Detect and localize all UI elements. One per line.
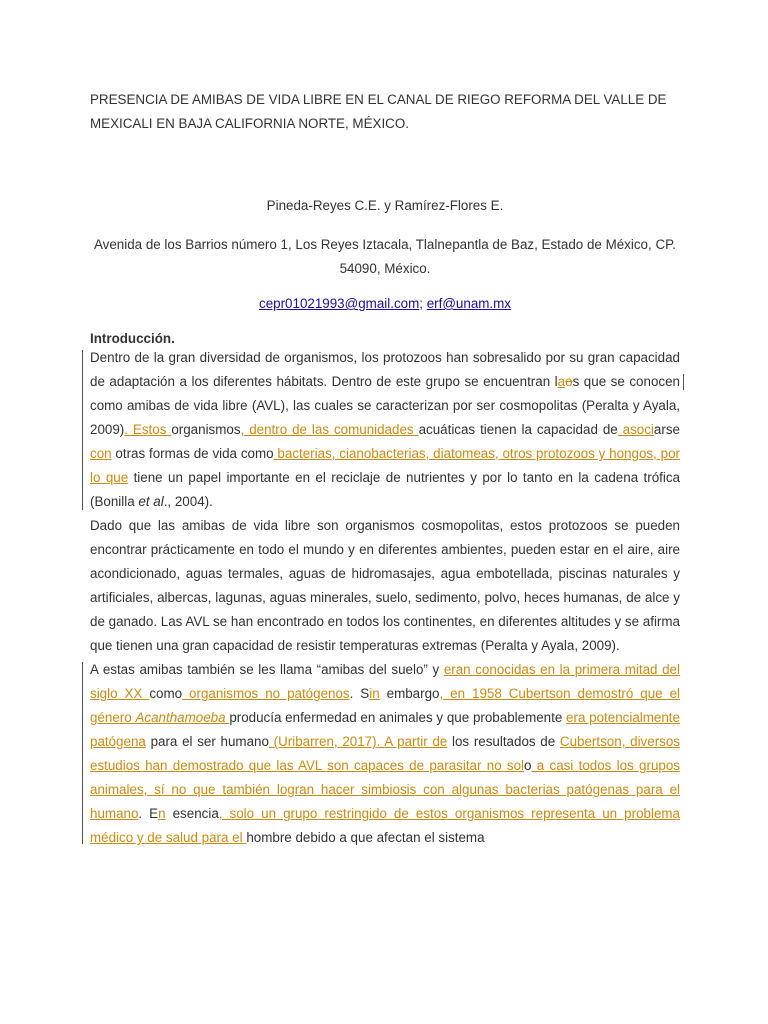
text-run: s que se conocen como amibas de vida libre (AVL), las cuales se caracterizan por ser cosmopolitas (Peralta y Ayala, 2009) [90, 374, 680, 437]
inserted-text: Cubertson, diversos estudios han demostrado que las AVL son capaces de parasitar no sol [90, 734, 680, 773]
text-run: como [149, 686, 183, 701]
authors: Pineda-Reyes C.E. y Ramírez-Flores E. [266, 198, 504, 213]
text-run: esencia [165, 806, 219, 821]
text-run: tiene un papel importante en el reciclaje de nutrientes y por lo tanto en la cadena trófica [128, 470, 681, 485]
text-run: acuáticas tienen la capacidad de [418, 422, 618, 437]
contact-emails [90, 296, 680, 311]
paragraph-2: Dado que las amibas de vida libre son organismos cosmopolitas, estos protozoos se pueden encontrar prácticamente en todo el mundo y en diferentes ambientes, pueden estar en el aire, aire acondicionado, aguas termales, aguas de hidromasajes, agua embotellada, piscinas naturales y artificiales, albercas, lagunas, aguas minerales, suelo, sedimento, polvo, heces humanas, de alce y de ganado. Las AVL se han encontrado en todos los continentes, en diferentes altitudes y se afirma que tienen una gran capacidad de resistir temperaturas extremas (Peralta y Ayala, 2009). [90, 518, 680, 653]
text-run: embargo [379, 686, 440, 701]
section-heading: Introducción. [90, 331, 175, 346]
inserted-text: n [158, 806, 166, 821]
inserted-text: a [557, 374, 566, 389]
text-run: otras formas de vida como [111, 446, 274, 461]
inserted-text: , en 1958 Cubertson demostró que el género [90, 686, 681, 725]
text-run: para el ser humano [145, 734, 269, 749]
inserted-text: eran conocidas en la primera mitad del siglo XX [90, 662, 680, 701]
inserted-text: , dentro de las comunidades [240, 422, 419, 437]
deleted-text: o [565, 374, 573, 389]
text-run: (Bonilla [90, 494, 139, 509]
text-run: . S [349, 686, 370, 701]
email-link-1[interactable]: cepr01021993@gmail.com [259, 296, 420, 311]
text-run: los resultados de [447, 734, 560, 749]
document-title: PRESENCIA DE AMIBAS DE VIDA LIBRE EN EL CANAL DE RIEGO REFORMA DEL VALLE DE MEXICALI EN BAJA CALIFORNIA NORTE, MÉXICO. [90, 92, 667, 131]
text-run: o [524, 758, 532, 773]
email-link-2[interactable]: erf@unam.mx [426, 296, 511, 311]
change-bar-right [683, 374, 684, 390]
inserted-text: (Uribarren, 2017). A partir de [268, 734, 448, 749]
inserted-text: con [90, 446, 112, 461]
inserted-text: a casi todos los grupos animales, sí no que también logran hacer simbiosis con algunas bacterias patógenas para el humano [90, 758, 680, 821]
text-run: producía enfermedad en animales y que probablemente [229, 710, 567, 725]
change-bar [82, 662, 83, 844]
inserted-italic-text: Acanthamoeba [135, 710, 226, 725]
text-run: Dentro de la gran diversidad de organismos, los protozoos han sobresalido por su gran capacidad de adaptación a los diferentes hábitats. Dentro de este grupo se encuentran l [90, 350, 680, 389]
text-run: organismos [171, 422, 241, 437]
text-run: A estas amibas también se les llama “amibas del suelo” y [90, 662, 444, 677]
inserted-text: era potencialmente patógena [90, 710, 680, 749]
paragraph-3 [90, 658, 680, 850]
text-run: arse [653, 422, 680, 437]
inserted-text: , solo un grupo restringido de estos organismos representa un problema médico y de salud para el [90, 806, 680, 845]
inserted-text: in [369, 686, 380, 701]
paragraph-1 [90, 346, 680, 514]
document-page [90, 88, 680, 850]
italic-text: et al [138, 494, 164, 509]
inserted-text: asoci [617, 422, 654, 437]
inserted-text: . Estos [124, 422, 172, 437]
text-run: . E [138, 806, 159, 821]
affiliation: Avenida de los Barrios número 1, Los Reyes Iztacala, Tlalnepantla de Baz, Estado de México, CP. 54090, México. [93, 237, 677, 276]
email-separator: ; [419, 296, 427, 311]
inserted-text: bacterias, cianobacterias, diatomeas, otros protozoos y hongos, por lo que [90, 446, 680, 485]
inserted-text: organismos no patógenos [182, 686, 350, 701]
text-run: ., 2004). [163, 494, 213, 509]
change-bar [82, 350, 83, 510]
text-run: hombre debido a que afectan el sistema [246, 830, 485, 845]
